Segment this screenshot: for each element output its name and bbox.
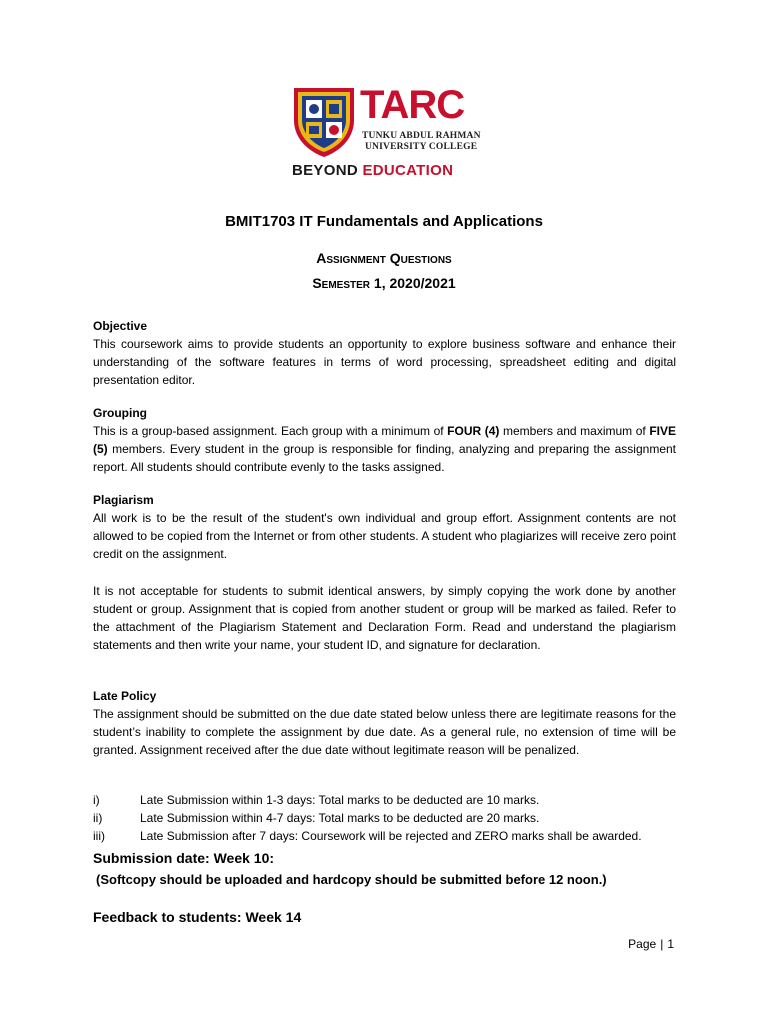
page-label: Page xyxy=(628,937,657,951)
submission-note: (Softcopy should be uploaded and hardcopy should be submitted before 12 noon.) xyxy=(96,872,607,887)
plagiarism-text-1: All work is to be the result of the student's own individual and group effort. Assignment contents are not allowed to be copied from the Internet or from other students. A student who plagiarizes will receive zero point credit on the assignment. xyxy=(93,511,676,561)
list-item-text: Late Submission within 1-3 days: Total marks to be deducted are 10 marks. xyxy=(140,793,540,807)
plagiarism-section-2 xyxy=(93,582,676,654)
late-penalty-list xyxy=(93,791,693,845)
objective-text: This coursework aims to provide students an opportunity to explore business software and enhance their understanding of the software features in terms of word processing, spreadsheet editing and digital presentation editor. xyxy=(93,337,676,387)
document-subtitle: Assignment Questions xyxy=(316,250,452,266)
late-policy-heading: Late Policy xyxy=(93,689,157,703)
grouping-section xyxy=(93,404,676,476)
tagline-part1: BEYOND xyxy=(292,162,363,179)
plagiarism-text-2: It is not acceptable for students to submit identical answers, by simply copying the work done by another student or group. Assignment that is copied from another student or group will be marked as failed. Refer to the attachment of the Plagiarism Statement and Declaration Form. Read and understand the plagiarism statements and then write your name, your student ID, and signature for declaration. xyxy=(93,584,676,652)
plagiarism-heading: Plagiarism xyxy=(93,493,154,507)
objective-heading: Objective xyxy=(93,319,148,333)
logo-wordmark: TARC xyxy=(360,83,465,127)
feedback-week: Feedback to students: Week 14 xyxy=(93,909,302,925)
page-number: 1 xyxy=(667,937,674,951)
grouping-heading: Grouping xyxy=(93,406,147,420)
page-separator: | xyxy=(660,937,664,951)
logo-university-line1: TUNKU ABDUL RAHMAN xyxy=(362,131,481,141)
logo-university-line2: UNIVERSITY COLLEGE xyxy=(365,142,478,152)
grouping-text xyxy=(93,422,676,476)
crest-icon xyxy=(292,86,356,158)
list-item xyxy=(93,827,693,845)
list-item xyxy=(93,791,693,809)
list-item-number: ii) xyxy=(93,811,103,825)
grouping-min-members: FOUR (4) xyxy=(447,424,500,438)
list-item-number: i) xyxy=(93,793,100,807)
document-title: BMIT1703 IT Fundamentals and Applications xyxy=(225,213,543,230)
plagiarism-section xyxy=(93,491,676,563)
grouping-max-members: FIVE (5) xyxy=(93,424,677,456)
list-item-number: iii) xyxy=(93,829,105,843)
list-item-text: Late Submission within 4-7 days: Total marks to be deducted are 20 marks. xyxy=(140,811,540,825)
objective-section xyxy=(93,317,676,389)
logo-tagline xyxy=(292,162,453,179)
grouping-text-a: This is a group-based assignment. Each group with a minimum of xyxy=(93,424,448,438)
grouping-text-c: members. Every student in the group is responsible for finding, analyzing and preparing the assignment report. All students should contribute evenly to the tasks assigned. xyxy=(93,442,676,474)
late-policy-section xyxy=(93,687,676,759)
submission-date: Submission date: Week 10: xyxy=(93,850,275,866)
page-footer xyxy=(628,937,674,951)
tagline-part2: EDUCATION xyxy=(362,162,454,179)
semester-label: Semester 1, 2020/2021 xyxy=(312,275,456,291)
list-item xyxy=(93,809,693,827)
tarc-logo xyxy=(292,84,482,184)
late-policy-text: The assignment should be submitted on the due date stated below unless there are legitimate reasons for the student’s inability to complete the assignment by due date. As a general rule, no extension of time will be granted. Assignment received after the due date without legitimate reason will be penalized. xyxy=(93,707,676,757)
grouping-text-b: members and maximum of xyxy=(499,424,650,438)
list-item-text: Late Submission after 7 days: Coursework will be rejected and ZERO marks shall be awarded. xyxy=(140,829,642,843)
